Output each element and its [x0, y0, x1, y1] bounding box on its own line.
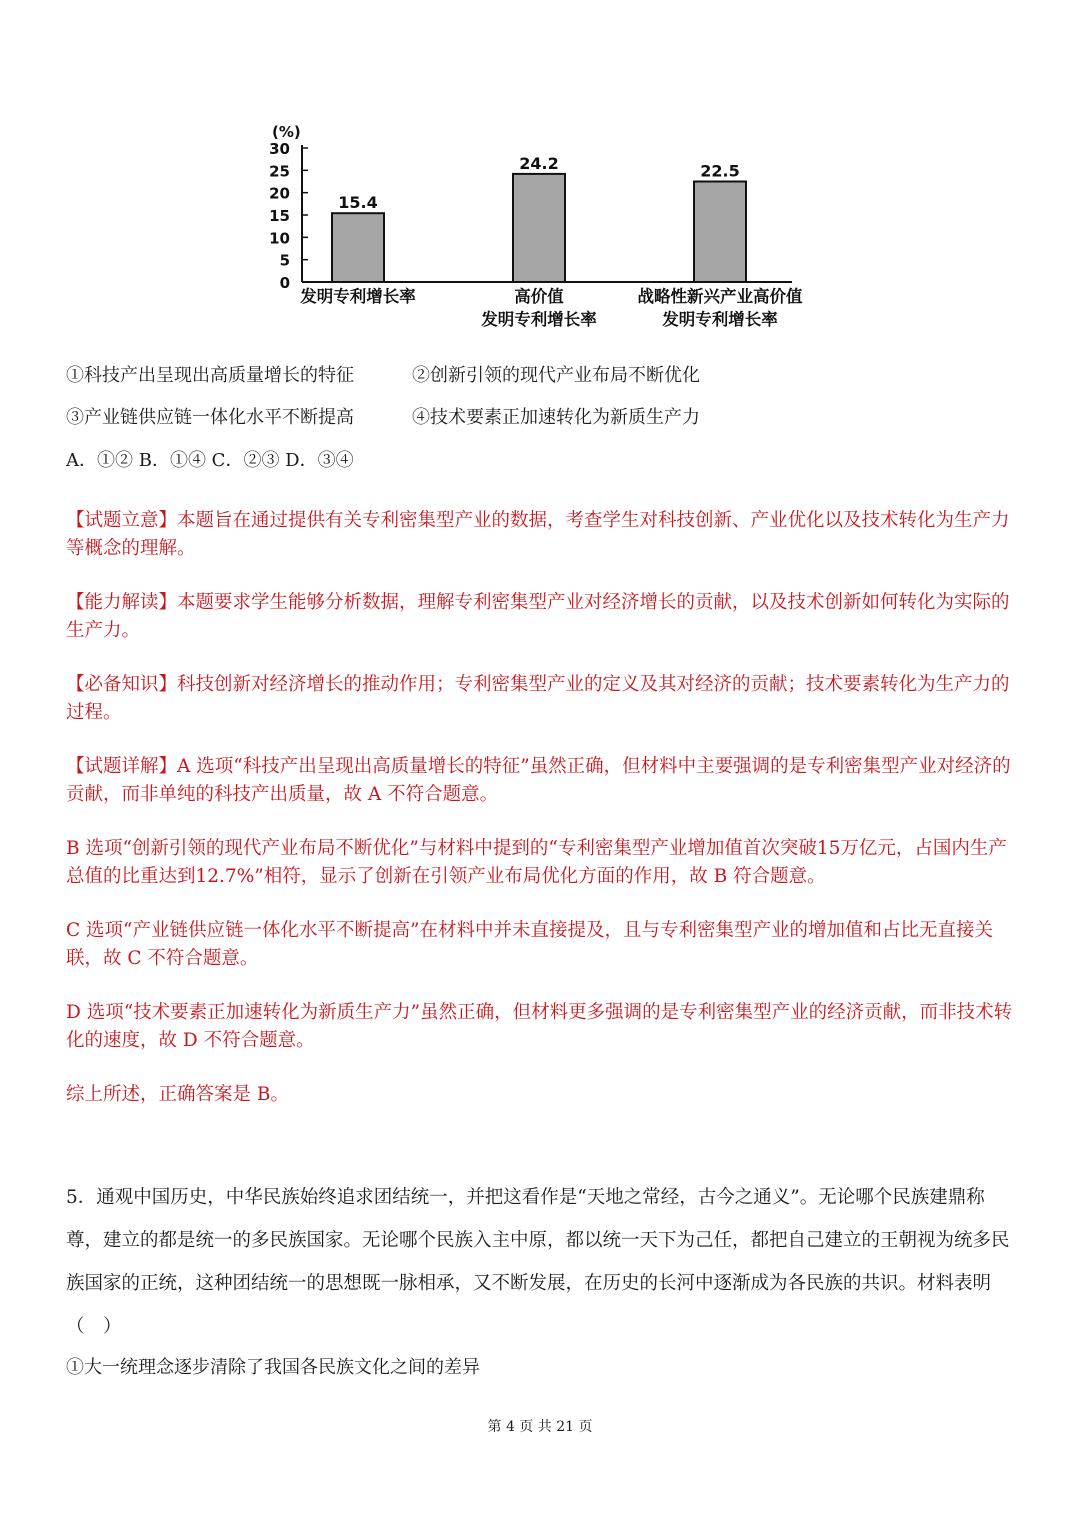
x-category-label: 战略性新兴产业高价值 [637, 287, 803, 306]
analysis-detail-a: 【试题详解】A 选项“科技产出呈现出高质量增长的特征”虽然正确，但材料中主要强调的是专利密集型产业对经济的贡献，而非单纯的科技产出质量，故 A 不符合题意。 [66, 756, 1011, 805]
y-tick-label: 15 [269, 207, 290, 225]
bar-value-label: 24.2 [519, 153, 559, 173]
option-2: ②创新引领的现代产业布局不断优化 [412, 365, 700, 386]
analysis-detail-c: C 选项“产业链供应链一体化水平不断提高”在材料中并未直接提及，且与专利密集型产业的增加值和占比无直接关联，故 C 不符合题意。 [66, 920, 993, 969]
bar-value-label: 15.4 [338, 193, 378, 213]
y-tick-label: 0 [279, 274, 290, 292]
page-footer: 第 4 页 共 21 页 [487, 1419, 593, 1435]
answer-choices: A．①② B．①④ C．②③ D．③④ [66, 450, 354, 471]
y-tick-label: 5 [279, 251, 290, 270]
analysis-detail-b: B 选项“创新引领的现代产业布局不断优化”与材料中提到的“专利密集型产业增加值首次突破15万亿元，占国内生产总值的比重达到12.7%”相符，显示了创新在引领产业布局优化方面的作用，故 B 符合题意。 [66, 838, 1007, 887]
option-3: ③产业链供应链一体化水平不断提高 [66, 407, 354, 428]
x-category-label: 发明专利增长率 [662, 310, 778, 329]
y-tick-label: 20 [269, 184, 290, 203]
analysis-detail-d: D 选项“技术要素正加速转化为新质生产力”虽然正确，但材料更多强调的是专利密集型产业的经济贡献，而非技术转化的速度，故 D 不符合题意。 [66, 1002, 1013, 1051]
x-category-label: 发明专利增长率 [300, 287, 416, 306]
y-tick-label: 25 [269, 162, 290, 181]
question-5-option-1: ①大一统理念逐步清除了我国各民族文化之间的差异 [66, 1357, 480, 1378]
bar-chart [240, 105, 840, 345]
question-5-stem: 5．通观中国历史，中华民族始终追求团结统一，并把这看作是“天地之常经，古今之通义”。无论哪个民族建鼎称尊，建立的都是统一的多民族国家。无论哪个民族入主中原，都以统一天下为己任，都把自己建立的王朝视为统多民族国家的正统，这种团结统一的思想既一脉相承，又不断发展，在历史的长河中逐渐成为各民族的共识。材料表明（ ） [66, 1187, 1010, 1337]
option-4: ④技术要素正加速转化为新质生产力 [412, 407, 700, 428]
analysis-knowledge: 【必备知识】科技创新对经济增长的推动作用；专利密集型产业的定义及其对经济的贡献；技术要素转化为生产力的过程。 [66, 674, 1010, 723]
bar [513, 174, 565, 282]
analysis-intent: 【试题立意】本题旨在通过提供有关专利密集型产业的数据，考查学生对科技创新、产业优化以及技术转化为生产力等概念的理解。 [66, 510, 1010, 559]
analysis-ability: 【能力解读】本题要求学生能够分析数据，理解专利密集型产业对经济增长的贡献，以及技术创新如何转化为实际的生产力。 [66, 592, 1010, 641]
bar [694, 182, 746, 283]
option-1: ①科技产出呈现出高质量增长的特征 [66, 365, 354, 386]
y-tick-label: 10 [269, 229, 290, 248]
analysis-conclusion: 综上所述，正确答案是 B。 [66, 1084, 289, 1105]
x-category-label: 发明专利增长率 [481, 310, 597, 329]
bar-value-label: 22.5 [700, 161, 740, 181]
y-unit-label: (%) [272, 123, 301, 141]
bar [332, 213, 384, 282]
x-category-label: 高价值 [514, 287, 564, 306]
y-tick-label: 30 [269, 140, 290, 158]
